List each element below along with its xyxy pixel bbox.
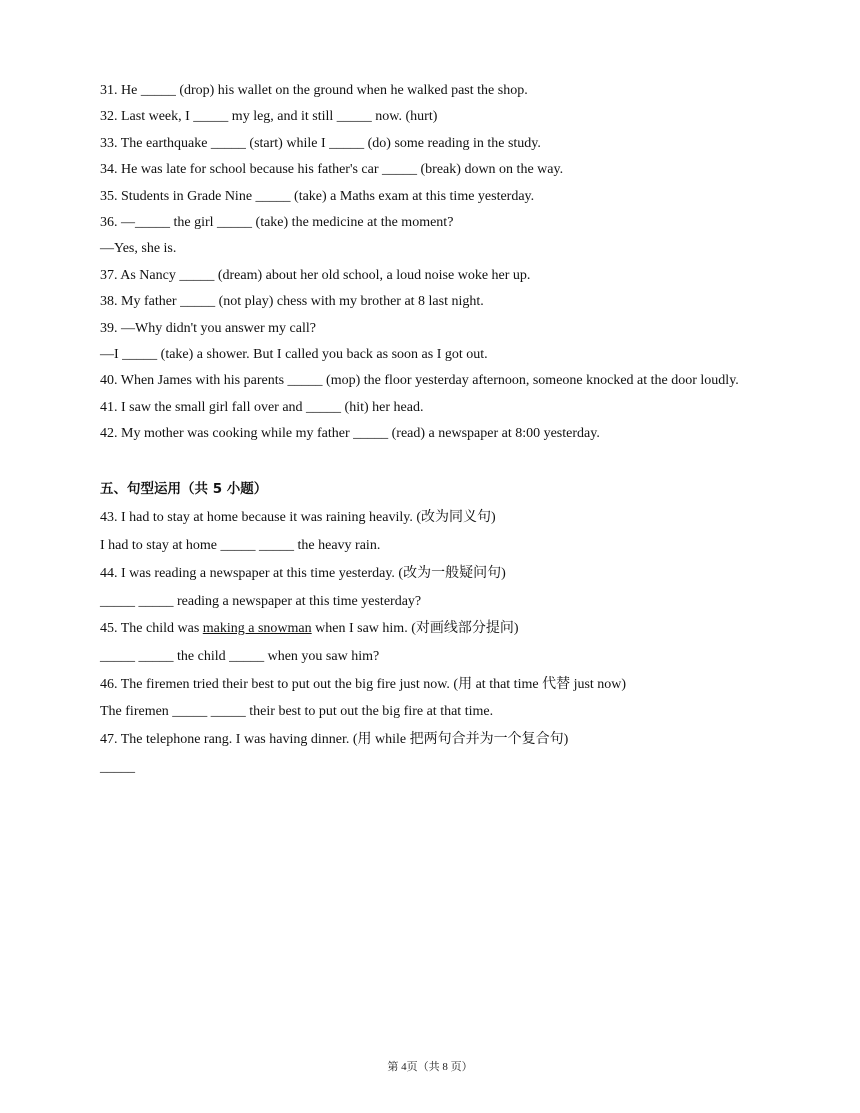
page-footer: 第 4页（共 8 页） <box>387 1061 473 1073</box>
question-33: 33. The earthquake _____ (start) while I _____ (do) some reading in the study. <box>100 135 541 151</box>
question-34: 34. He was late for school because his father's car _____ (break) down on the way. <box>100 162 564 178</box>
underlined-phrase: making a snowman <box>202 621 312 637</box>
question-40: 40. When James with his parents _____ (mop) the floor yesterday afternoon, someone knocked at the door loudly. <box>100 373 739 389</box>
question-32: 32. Last week, I _____ my leg, and it still _____ now. (hurt) <box>100 109 438 125</box>
question-45-suffix: when I saw him. (对画线部分提问) <box>311 621 519 637</box>
question-47-answer: _____ <box>100 759 135 775</box>
question-43-answer: I had to stay at home _____ _____ the heavy rain. <box>100 538 381 554</box>
question-45-answer: _____ _____ the child _____ when you saw him? <box>100 648 380 664</box>
question-35: 35. Students in Grade Nine _____ (take) a Maths exam at this time yesterday. <box>100 188 535 204</box>
question-46: 46. The firemen tried their best to put out the big fire just now. (用 at that time 代替 just now) <box>100 676 627 692</box>
question-41: 41. I saw the small girl fall over and _____ (hit) her head. <box>100 399 424 415</box>
question-45-prefix: 45. The child was <box>100 621 203 637</box>
question-42: 42. My mother was cooking while my father _____ (read) a newspaper at 8:00 yesterday. <box>100 426 600 442</box>
question-38: 38. My father _____ (not play) chess with my brother at 8 last night. <box>100 294 484 310</box>
section-5 <box>100 504 760 781</box>
question-45 <box>100 615 760 643</box>
question-43: 43. I had to stay at home because it was raining heavily. (改为同义句) <box>100 510 496 526</box>
question-46-answer: The firemen _____ _____ their best to put out the big fire at that time. <box>100 704 494 720</box>
question-36-answer: —Yes, she is. <box>100 241 177 257</box>
question-37: 37. As Nancy _____ (dream) about her old school, a loud noise woke her up. <box>100 267 531 283</box>
question-44: 44. I was reading a newspaper at this time yesterday. (改为一般疑问句) <box>100 565 506 581</box>
question-36: 36. —_____ the girl _____ (take) the medicine at the moment? <box>100 214 454 230</box>
question-39-answer: —I _____ (take) a shower. But I called you back as soon as I got out. <box>100 346 488 362</box>
question-44-answer: _____ _____ reading a newspaper at this time yesterday? <box>100 593 422 609</box>
question-list <box>100 78 760 781</box>
question-39: 39. —Why didn't you answer my call? <box>100 320 316 336</box>
question-47: 47. The telephone rang. I was having dinner. (用 while 把两句合并为一个复合句) <box>100 731 569 747</box>
section-title: 五、句型运用（共 5 小题） <box>100 481 268 498</box>
question-31: 31. He _____ (drop) his wallet on the ground when he walked past the shop. <box>100 83 528 98</box>
